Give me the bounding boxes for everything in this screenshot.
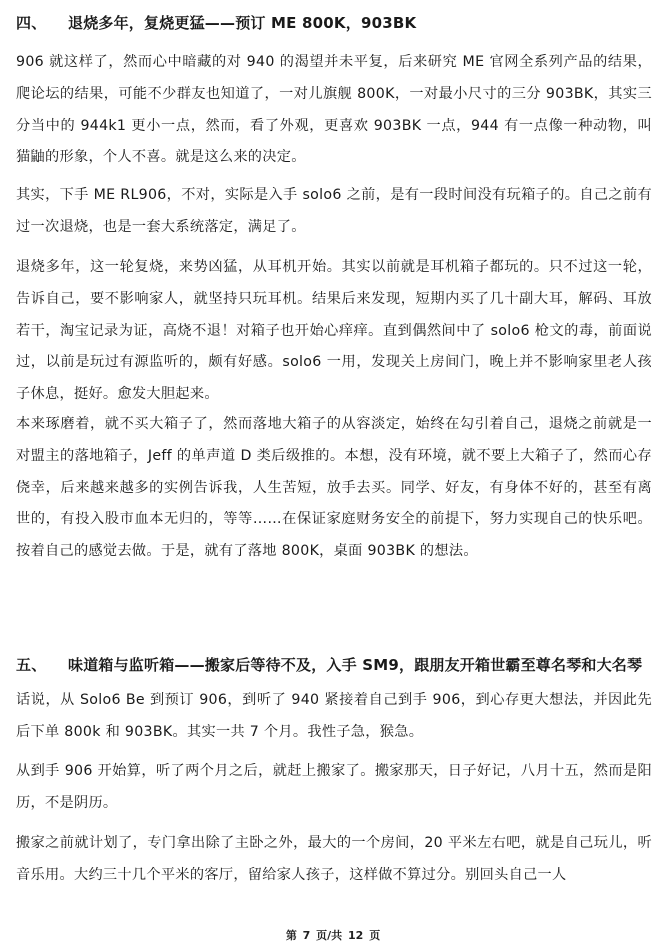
section-4-paragraph-4: 本来琢磨着，就不买大箱子了，然而落地大箱子的从容淡定，始终在勾引着自己，退烧之前就是一对盟主的落地箱子，Jeff 的单声道 D 类后级推的。本想，没有环境，就不要上大箱子了，然而心存侥幸，后来越来越多的实例告诉我，人生苦短，放手去买。同学、好友，有身体不好的，甚至有离世的，有投入股市血本无归的，等等……在保证家庭财务安全的前提下，努力实现自己的快乐吧。按着自己的感觉去做。于是，就有了落地 800K，桌面 903BK 的想法。	[16, 416, 652, 560]
footer-middle: 页/共	[316, 929, 343, 942]
footer-prefix: 第	[285, 929, 297, 942]
footer-page-number: 7	[302, 929, 311, 942]
section-5-paragraph-3: 搬家之前就计划了，专门拿出除了主卧之外，最大的一个房间，20 平米左右吧，就是自己玩儿，听音乐用。大约三十几个平米的客厅，留给家人孩子，这样做不算过分。别回头自己一人	[16, 835, 652, 883]
section-5-heading	[16, 654, 642, 675]
section-4-paragraph-1: 906 就这样了，然而心中暗藏的对 940 的渴望并未平复，后来研究 ME 官网全系列产品的结果，爬论坛的结果，可能不少群友也知道了，一对儿旗舰 800K，一对最小尺寸的三分 903BK，其实三分当中的 944k1 更小一点，然而，看了外观，更喜欢 903BK 一点，944 有一点像一种动物，叫猫鼬的形象，个人不喜。就是这么来的决定。	[16, 54, 652, 166]
section-4-heading	[16, 12, 416, 33]
section-5-paragraph-2: 从到手 906 开始算，听了两个月之后，就赶上搬家了。搬家那天，日子好记，八月十五，然而是阳历，不是阴历。	[16, 763, 652, 811]
section-4-number: 四、	[16, 14, 47, 32]
section-4-title: 退烧多年，复烧更猛——预订 ME 800K，903BK	[68, 14, 417, 32]
page-footer	[0, 927, 666, 943]
footer-total-pages: 12	[348, 929, 364, 942]
section-5-paragraph-1: 话说，从 Solo6 Be 到预订 906，到听了 940 紧接着自己到手 906，到心存更大想法，并因此先后下单 800k 和 903BK。其实一共 7 个月。我性子急，猴急。	[16, 692, 652, 740]
section-5-title: 味道箱与监听箱——搬家后等待不及，入手 SM9，跟朋友开箱世霸至尊名琴和大名琴	[68, 656, 643, 674]
section-4-paragraph-2: 其实，下手 ME RL906，不对，实际是入手 solo6 之前，是有一段时间没有玩箱子的。自己之前有过一次退烧，也是一套大系统落定，满足了。	[16, 187, 652, 235]
section-4-paragraph-3: 退烧多年，这一轮复烧，来势凶猛，从耳机开始。其实以前就是耳机箱子都玩的。只不过这一轮，告诉自己，要不影响家人，就坚持只玩耳机。结果后来发现，短期内买了几十副大耳，解码、耳放若干，淘宝记录为证，高烧不退！对箱子也开始心痒痒。直到偶然间中了 solo6 枪文的毒，前面说过，以前是玩过有源监听的，颇有好感。solo6 一用，发现关上房间门，晚上并不影响家里老人孩子休息，挺好。愈发大胆起来。	[16, 259, 652, 403]
footer-suffix: 页	[369, 929, 381, 942]
section-5-number: 五、	[16, 656, 47, 674]
